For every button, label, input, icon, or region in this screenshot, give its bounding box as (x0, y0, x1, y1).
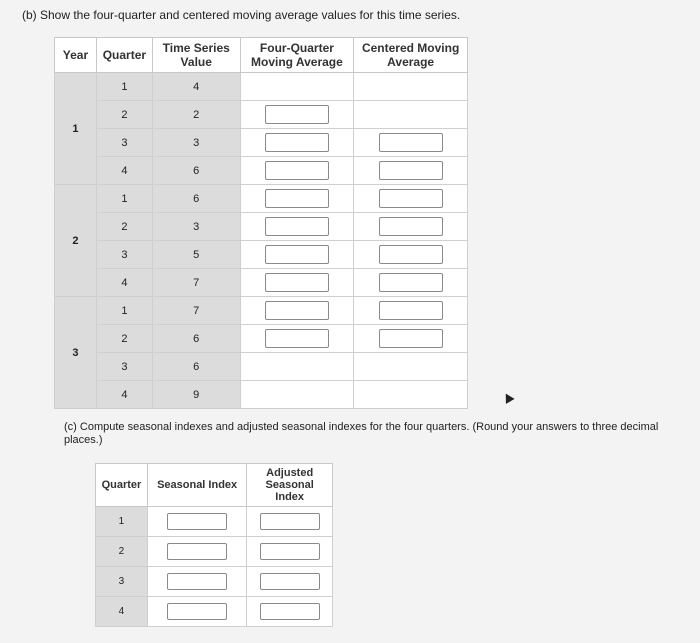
header-four-quarter-moving-average (240, 38, 354, 73)
header-line: Index (275, 491, 305, 503)
quarter-cell: 3 (96, 353, 152, 381)
centered-cell (354, 101, 468, 129)
adjusted-seasonal-index-input[interactable] (260, 603, 320, 620)
adjusted-seasonal-index-cell (247, 567, 333, 597)
table-row (55, 157, 468, 185)
four-quarter-cell (240, 213, 354, 241)
centered-moving-average-input[interactable] (379, 217, 443, 236)
header-quarter: Quarter (96, 464, 148, 507)
header-line: Four-Quarter (259, 41, 334, 55)
part-b-prompt: (b) Show the four-quarter and centered moving average values for this time series. (22, 8, 461, 22)
value-cell: 6 (152, 325, 240, 353)
four-quarter-cell (240, 269, 354, 297)
header-line: Seasonal (265, 479, 314, 491)
centered-moving-average-input[interactable] (379, 273, 443, 292)
centered-moving-average-input[interactable] (379, 133, 443, 152)
four-quarter-cell (240, 73, 354, 101)
four-quarter-moving-average-input[interactable] (265, 189, 329, 208)
four-quarter-moving-average-input[interactable] (265, 273, 329, 292)
centered-cell (354, 269, 468, 297)
four-quarter-moving-average-input[interactable] (265, 217, 329, 236)
table-row (96, 567, 333, 597)
four-quarter-cell (240, 353, 354, 381)
value-cell: 2 (152, 101, 240, 129)
four-quarter-moving-average-input[interactable] (265, 329, 329, 348)
centered-moving-average-input[interactable] (379, 161, 443, 180)
value-cell: 6 (152, 185, 240, 213)
table-row (55, 297, 468, 325)
quarter-cell: 2 (96, 213, 152, 241)
table-row (55, 325, 468, 353)
seasonal-index-input[interactable] (167, 603, 227, 620)
value-cell: 7 (152, 269, 240, 297)
centered-cell (354, 297, 468, 325)
part-c-prompt: (c) Compute seasonal indexes and adjusted seasonal indexes for the four quarters. (Round your answers to three decimal places.) (64, 421, 659, 446)
centered-cell (354, 241, 468, 269)
centered-cell (354, 185, 468, 213)
adjusted-seasonal-index-cell (247, 507, 333, 537)
centered-cell (354, 381, 468, 409)
seasonal-index-cell (147, 507, 246, 537)
adjusted-seasonal-index-input[interactable] (260, 543, 320, 560)
header-line: Centered Moving (361, 41, 460, 55)
header-seasonal-index: Seasonal Index (147, 464, 246, 507)
adjusted-seasonal-index-cell (247, 537, 333, 567)
value-cell: 9 (152, 381, 240, 409)
table-row (55, 241, 468, 269)
quarter-cell: 1 (96, 507, 148, 537)
four-quarter-moving-average-input[interactable] (265, 301, 329, 320)
centered-cell (354, 325, 468, 353)
table-row (55, 381, 468, 409)
four-quarter-moving-average-input[interactable] (265, 105, 329, 124)
table-row (96, 537, 333, 567)
year-cell: 1 (55, 73, 97, 185)
seasonal-index-cell (147, 597, 246, 627)
header-time-series-value (152, 38, 240, 73)
quarter-cell: 4 (96, 157, 152, 185)
quarter-cell: 1 (96, 185, 152, 213)
four-quarter-cell (240, 129, 354, 157)
moving-average-table (54, 37, 468, 409)
value-cell: 3 (152, 129, 240, 157)
header-line: Adjusted (266, 467, 314, 479)
seasonal-index-cell (147, 567, 246, 597)
table-row (96, 597, 333, 627)
adjusted-seasonal-index-input[interactable] (260, 573, 320, 590)
adjusted-seasonal-index-cell (247, 597, 333, 627)
value-cell: 7 (152, 297, 240, 325)
quarter-cell: 1 (96, 73, 152, 101)
value-cell: 4 (152, 73, 240, 101)
centered-moving-average-input[interactable] (379, 301, 443, 320)
centered-moving-average-input[interactable] (379, 329, 443, 348)
centered-cell (354, 129, 468, 157)
four-quarter-cell (240, 157, 354, 185)
four-quarter-cell (240, 101, 354, 129)
four-quarter-cell (240, 297, 354, 325)
year-cell: 3 (55, 297, 97, 409)
mouse-cursor-icon (501, 391, 514, 404)
four-quarter-moving-average-input[interactable] (265, 133, 329, 152)
four-quarter-cell (240, 325, 354, 353)
value-cell: 6 (152, 157, 240, 185)
table-row (55, 101, 468, 129)
header-adjusted-seasonal-index (247, 464, 333, 507)
header-line: Value (180, 55, 212, 69)
quarter-cell: 4 (96, 269, 152, 297)
four-quarter-cell (240, 241, 354, 269)
seasonal-index-cell (147, 537, 246, 567)
quarter-cell: 1 (96, 297, 152, 325)
quarter-cell: 2 (96, 325, 152, 353)
centered-cell (354, 213, 468, 241)
seasonal-index-input[interactable] (167, 513, 227, 530)
four-quarter-cell (240, 381, 354, 409)
quarter-cell: 4 (96, 381, 152, 409)
table-row (55, 185, 468, 213)
header-line: Moving Average (251, 55, 343, 69)
quarter-cell: 3 (96, 241, 152, 269)
value-cell: 6 (152, 353, 240, 381)
table-row (55, 213, 468, 241)
centered-cell (354, 353, 468, 381)
value-cell: 5 (152, 241, 240, 269)
four-quarter-moving-average-input[interactable] (265, 161, 329, 180)
table-row (96, 507, 333, 537)
table-row (55, 353, 468, 381)
header-line: Average (387, 55, 435, 69)
quarter-cell: 3 (96, 129, 152, 157)
centered-moving-average-input[interactable] (379, 189, 443, 208)
value-cell: 3 (152, 213, 240, 241)
quarter-cell: 2 (96, 537, 148, 567)
centered-moving-average-input[interactable] (379, 245, 443, 264)
year-cell: 2 (55, 185, 97, 297)
table-row (55, 129, 468, 157)
four-quarter-moving-average-input[interactable] (265, 245, 329, 264)
seasonal-index-table (95, 463, 333, 627)
header-year: Year (55, 38, 97, 73)
seasonal-index-input[interactable] (167, 573, 227, 590)
table-row (55, 269, 468, 297)
quarter-cell: 4 (96, 597, 148, 627)
adjusted-seasonal-index-input[interactable] (260, 513, 320, 530)
centered-cell (354, 73, 468, 101)
table-row (55, 73, 468, 101)
seasonal-index-input[interactable] (167, 543, 227, 560)
quarter-cell: 2 (96, 101, 152, 129)
centered-cell (354, 157, 468, 185)
quarter-cell: 3 (96, 567, 148, 597)
four-quarter-cell (240, 185, 354, 213)
header-line: Time Series (162, 41, 230, 55)
header-centered-moving-average (354, 38, 468, 73)
header-quarter: Quarter (96, 38, 152, 73)
